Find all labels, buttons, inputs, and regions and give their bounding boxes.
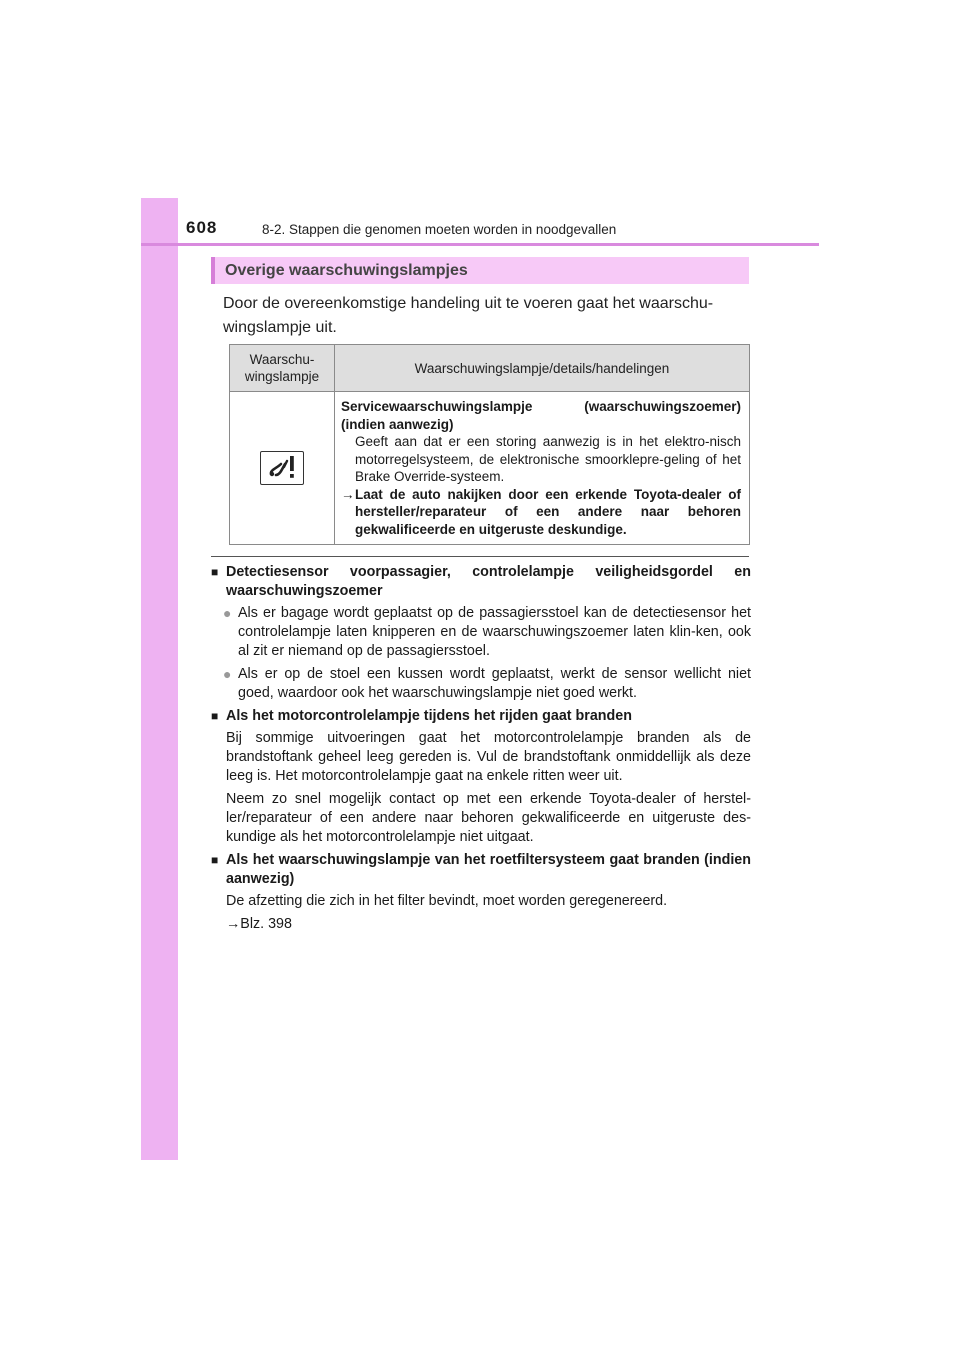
notes-divider: [211, 556, 749, 557]
section-intro: Door de overeenkomstige handeling uit te voeren gaat het waarschu-wingslampje uit.: [223, 295, 714, 336]
chapter-side-tab: [141, 198, 178, 1160]
arrow-icon: →: [341, 486, 355, 502]
col-header-details: Waarschuwingslampje/details/handelingen: [335, 345, 750, 392]
warning-lights-table: [229, 344, 750, 545]
note-heading-text: Als het waarschuwingslampje van het roetfiltersysteem gaat branden (indien aanwezig): [226, 852, 751, 887]
note-heading-text: Detectiesensor voorpassagier, controlelampje veiligheidsgordel en waarschuwingszoemer: [226, 564, 751, 599]
list-item: [223, 665, 751, 703]
note-paragraph: Neem zo snel mogelijk contact op met een erkende Toyota-dealer of herstel-ler/reparateur of een andere naar behoren gekwalificeerde en uitgeruste des-kundige als het motorcontrolelampje niet uitgaat.: [226, 791, 751, 845]
arrow-icon: →: [226, 916, 241, 932]
note-heading: [211, 563, 751, 601]
square-marker-icon: ■: [211, 853, 219, 867]
bullet-icon: ●: [223, 605, 232, 621]
page-reference[interactable]: [226, 915, 751, 934]
note-heading: [211, 707, 751, 726]
header-rule: [141, 243, 819, 246]
list-item-text: Als er op de stoel een kussen wordt geplaatst, werkt de sensor wellicht niet goed, waardoor ook het waarschuwingslampje niet goed werkt.: [238, 666, 751, 701]
details-cell: [335, 392, 750, 545]
col-header-lamp: [230, 345, 335, 392]
list-item-text: Als er bagage wordt geplaatst op de passagiersstoel kan de detectiesensor het controlelampje laten knipperen en de waarschuwingszoemer laten klin-ken, ook al zit er niemand op de passagiersstoel.: [238, 605, 751, 659]
chapter-title: 8-2. Stappen die genomen moeten worden in noodgevallen: [262, 222, 617, 237]
notes-section: [211, 563, 751, 934]
lamp-title-line2: (indien aanwezig): [341, 416, 454, 432]
list-item: [223, 604, 751, 661]
section-title-bar: [211, 257, 749, 284]
page-number: 608: [186, 218, 218, 237]
lamp-title-line1: Servicewaarschuwingslampje (waarschuwingszoemer): [341, 399, 741, 414]
page-reference-text[interactable]: Blz. 398: [240, 916, 292, 932]
col-header-lamp-line2: wingslampje: [244, 369, 320, 384]
section-title: Overige waarschuwingslampjes: [225, 262, 468, 279]
lamp-cell: [230, 392, 335, 545]
col-header-lamp-line1: Waarschu-: [249, 352, 315, 367]
square-marker-icon: ■: [211, 565, 219, 579]
note-paragraph: Bij sommige uitvoeringen gaat het motorcontrolelampje branden als de brandstoftank geheel leeg gereden is. Vul de brandstoftank onmiddellijk als deze leeg is. Het motorcontrolelampje gaat na enkele ritten weer uit.: [226, 730, 751, 784]
table-header-row: [230, 345, 750, 392]
service-warning-icon: [260, 451, 304, 485]
lamp-action: [341, 486, 741, 539]
bullet-icon: ●: [223, 666, 232, 682]
square-marker-icon: ■: [211, 709, 219, 723]
note-heading: [211, 851, 751, 889]
table-row: [230, 392, 750, 545]
note-paragraph: De afzetting die zich in het filter bevindt, moet worden geregenereerd.: [226, 893, 668, 909]
note-heading-text: Als het motorcontrolelampje tijdens het rijden gaat branden: [226, 708, 632, 724]
lamp-description: Geeft aan dat er een storing aanwezig is in het elektro-nisch motorregelsysteem, de elektronische smoorklepre-geling of het Brake Override-systeem.: [355, 434, 741, 484]
lamp-action-text: Laat de auto nakijken door een erkende Toyota-dealer of hersteller/reparateur of een andere naar behoren gekwalificeerde en uitgeruste deskundige.: [355, 486, 741, 537]
